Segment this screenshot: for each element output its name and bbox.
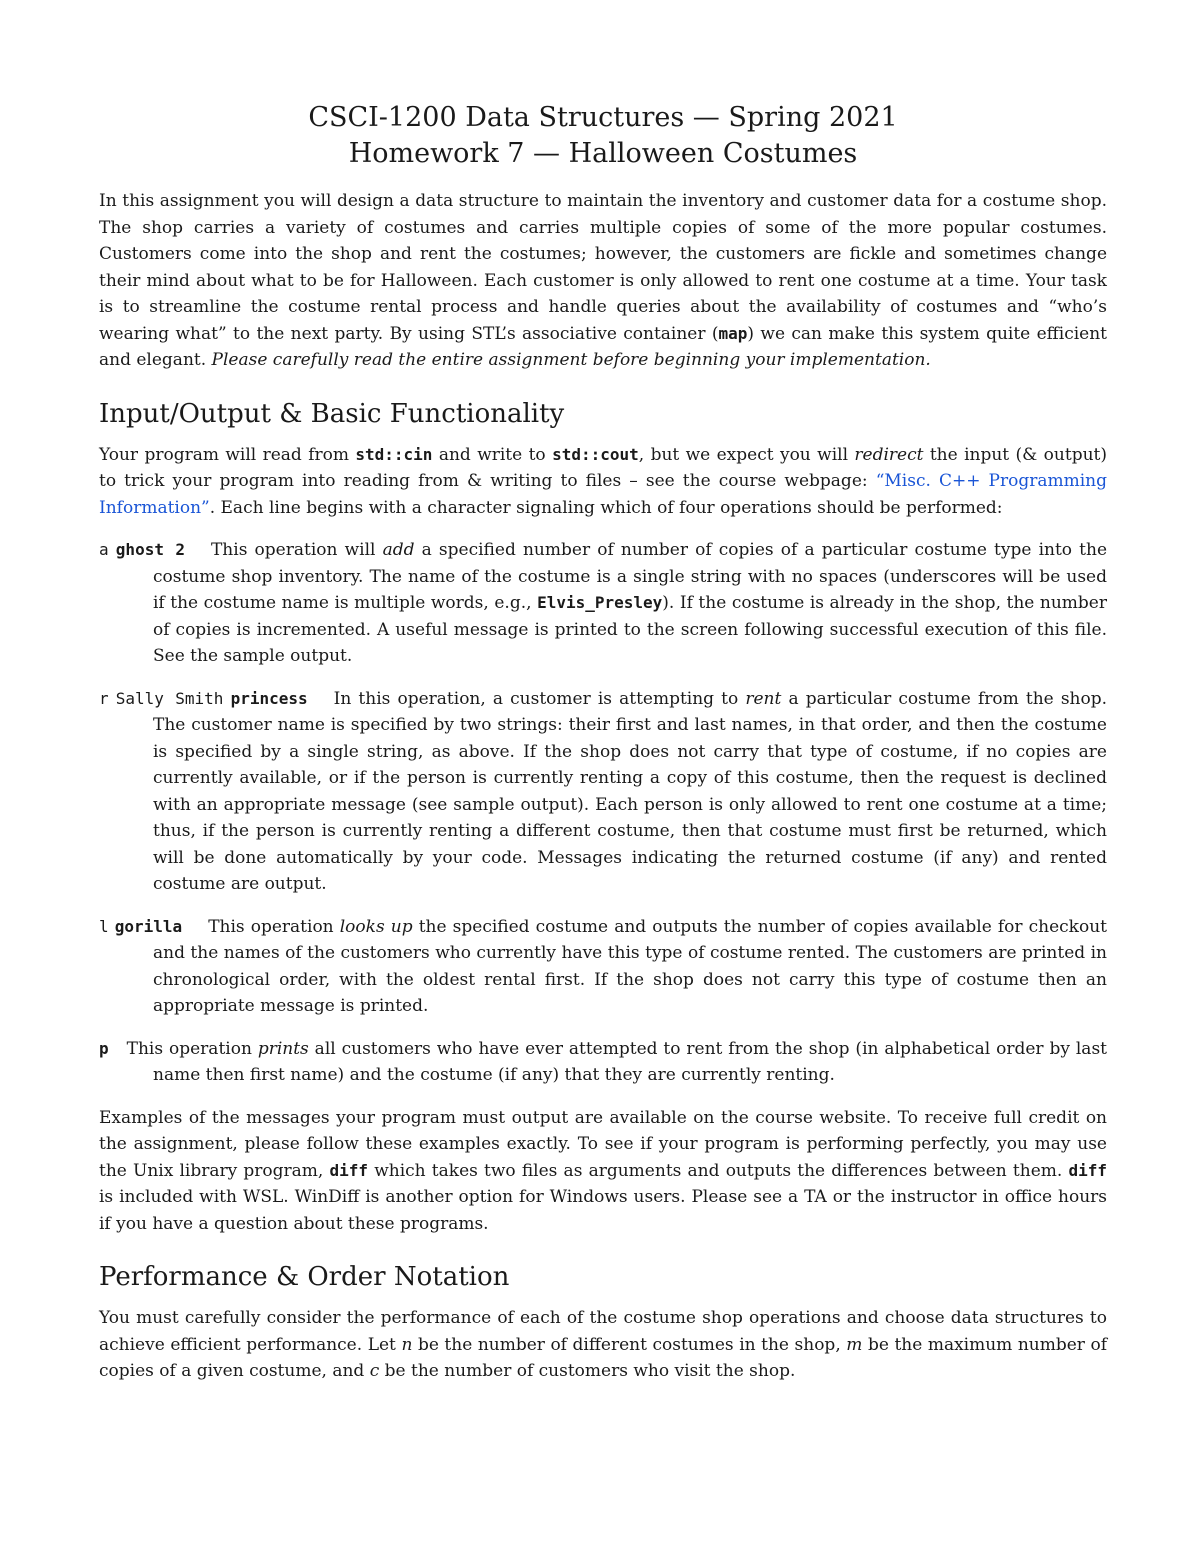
document-page <box>99 100 1107 1385</box>
var-c: c <box>369 1361 380 1381</box>
cmd-arg-ghost: ghost 2 <box>115 540 185 559</box>
emph-redirect: redirect <box>854 444 924 465</box>
operation-lookup: l gorilla This operation looks up the specified costume and outputs the number of copies available for checkout and the names of the customers who currently have this type of costume rented. The customers are printed in chronological order, with the oldest rental first. If the shop does not carry this type of costume then an appropriate message is printed. <box>99 916 1107 1016</box>
course-title: CSCI-1200 Data Structures — Spring 2021 <box>308 102 898 133</box>
io-paragraph: Your program will read from std::cin and write to std::cout, but we expect you will redirect the input (& output) to trick your program into reading from & writing to files – see the course webpage: “Misc. C++ Programming Information”. Each line begins with a character signaling which of four operations should be performed: <box>99 444 1107 518</box>
var-n: n <box>401 1334 413 1355</box>
performance-paragraph: You must carefully consider the performance of each of the costume shop operations and choose data structures to achieve efficient performance. Let n be the number of different costumes in the shop, m be the maximum number of copies of a given costume, and c be the number of customers who visit the shop. <box>99 1308 1108 1381</box>
cmd-arg-gorilla: gorilla <box>114 916 183 936</box>
cmd-char-r: r <box>99 688 109 708</box>
var-m: m <box>846 1334 863 1355</box>
code-cin: std::cin <box>355 444 433 464</box>
cmd-char-l: l <box>99 916 109 936</box>
cmd-char-p: p <box>99 1038 109 1058</box>
code-map: map <box>718 323 748 343</box>
operation-print: p This operation prints all customers who have ever attempted to rent from the shop (in alphabetical order by last name then first name) and the costume (if any) that they are currently renting. <box>99 1038 1107 1085</box>
examples-paragraph: Examples of the messages your program must output are available on the course website. To receive full credit on the assignment, please follow these examples exactly. To see if your program is performing perfectly, you may use the Unix library program, diff which takes two files as arguments and outputs the differences between them. diff is included with WSL. WinDiff is another option for Windows users. Please see a TA or the instructor in office hours if you have a question about these programs. <box>99 1107 1107 1234</box>
operation-rent: r Sally Smith princess In this operation, a customer is attempting to rent a particular costume from the shop. The customer name is specified by two strings: their first and last names, in that order, and then the costume is specified by a single string, as above. If the shop does not carry that type of costume, if no copies are currently available, or if the person is currently renting a copy of this costume, then the request is declined with an appropriate message (see sample output). Each person is only allowed to rent one costume at a time; thus, if the person is currently renting a different costume, then that costume must first be returned, which will be done automatically by your code. Messages indicating the returned costume (if any) and rented costume are output. <box>99 688 1108 894</box>
code-diff-2: diff <box>1068 1160 1107 1180</box>
section-heading-performance: Performance & Order Notation <box>99 1262 510 1292</box>
intro-paragraph: In this assignment you will design a data structure to maintain the inventory and customer data for a costume shop. The shop carries a variety of costumes and carries multiple copies of some of the more popular costumes. Customers come into the shop and rent the costumes; however, the customers are fickle and sometimes change their mind about what to be for Halloween. Each customer is only allowed to rent one costume at a time. Your task is to streamline the costume rental process and handle queries about the availability of costumes and “who’s wearing what” to the next party. By using STL’s associative container (map) we can make this system quite efficient and elegant. Please carefully read the entire assignment before beginning your implementation. <box>99 191 1107 370</box>
cmd-arg-princess: princess <box>230 688 308 708</box>
operation-add: a ghost 2 This operation will add a specified number of number of copies of a particular costume type into the costume shop inventory. The name of the costume is a single string with no spaces (underscores will be used if the costume name is multiple words, e.g., Elvis_Presley). If the costume is already in the shop, the number of copies is incremented. A useful message is printed to the screen following successful execution of this file. See the sample output. <box>99 540 1108 666</box>
misc-cpp-link[interactable]: “Misc. C++ Programming Information” <box>99 471 1107 518</box>
cmd-name-sally: Sally Smith <box>115 688 224 708</box>
code-cout: std::cout <box>552 444 639 464</box>
code-elvis: Elvis_Presley <box>537 593 663 612</box>
document-title <box>99 100 1107 172</box>
homework-title: Homework 7 — Halloween Costumes <box>348 138 858 169</box>
cmd-char-a: a <box>99 540 109 559</box>
code-diff: diff <box>329 1160 369 1180</box>
intro-emphasis: Please carefully read the entire assignment before beginning your implementation. <box>211 350 931 370</box>
section-heading-io: Input/Output & Basic Functionality <box>99 398 565 429</box>
